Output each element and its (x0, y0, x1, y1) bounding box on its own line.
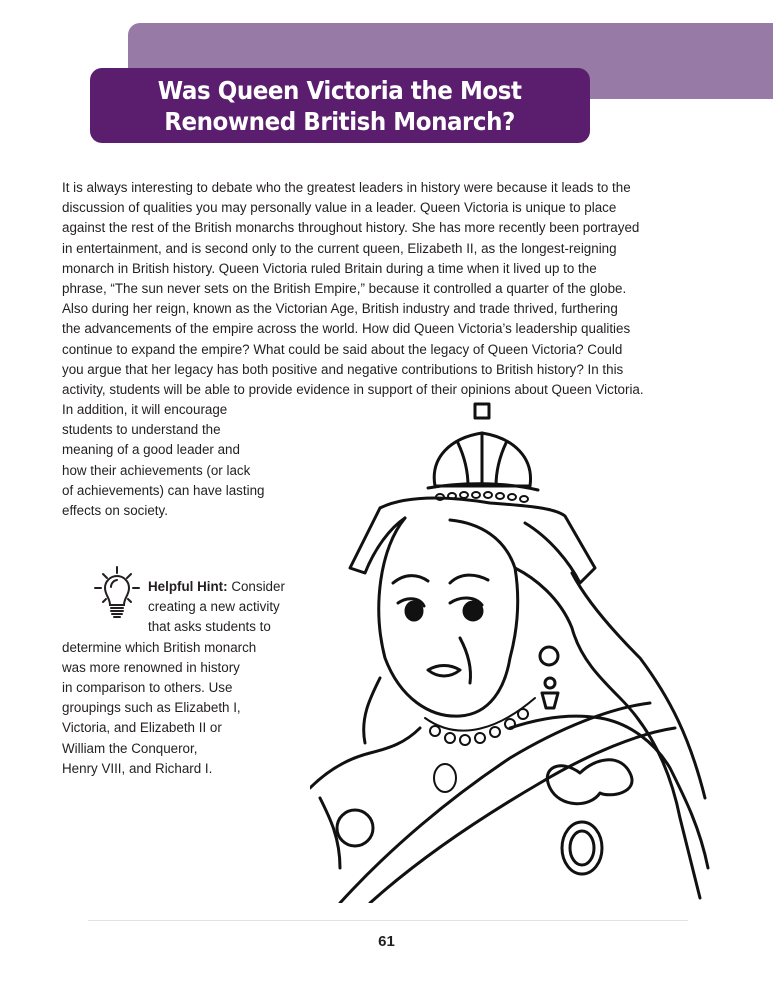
queen-victoria-portrait-icon (310, 398, 715, 903)
dress (310, 716, 708, 868)
hint-first-line (62, 577, 322, 597)
veil (350, 498, 595, 583)
hint-line: Henry VIII, and Richard I. (62, 760, 213, 776)
right-eye (464, 602, 482, 620)
hint-line: was more renowned in history (62, 659, 240, 675)
left-eye (406, 602, 422, 620)
hint-line: groupings such as Elizabeth I, (62, 700, 241, 716)
intro-line: In addition, it will encourage (62, 402, 228, 417)
intro-line: against the rest of the British monarchs throughout history. She has more recently been portrayed (62, 220, 640, 236)
intro-line: It is always interesting to debate who the greatest leaders in history were because it leads to the (62, 180, 631, 195)
intro-line: you argue that her legacy has both positive and negative contributions to British history? In this (62, 361, 624, 377)
face (379, 518, 518, 716)
footer-divider (88, 920, 688, 921)
intro-paragraph (62, 178, 712, 400)
intro-line: effects on society. (62, 503, 168, 519)
intro-line: monarch in British history. Queen Victoria ruled Britain during a time when it lived up to the (62, 260, 597, 276)
intro-line: continue to expand the empire? What could be said about the legacy of Queen Victoria? Could (62, 341, 623, 357)
helpful-hint (62, 577, 322, 779)
intro-line: students to understand the (62, 422, 221, 438)
bow (547, 760, 632, 804)
hint-line: creating a new activity (148, 599, 280, 615)
hint-label: Helpful Hint: (148, 579, 228, 594)
intro-line: meaning of a good leader and (62, 442, 240, 458)
hint-line: determine which British monarch (62, 639, 257, 655)
mouth (428, 666, 460, 677)
hint-line: William the Conqueror, (62, 740, 198, 756)
hint-line: that asks students to (148, 619, 271, 635)
page-number: 61 (378, 933, 395, 950)
page-title-line-1: Was Queen Victoria the Most (158, 75, 522, 105)
intro-line: how their achievements (or lack (62, 462, 251, 478)
page-title-line-2: Renowned British Monarch? (164, 106, 516, 136)
hint-line: Victoria, and Elizabeth II or (62, 720, 222, 736)
intro-line: discussion of qualities you may personally value in a leader. Queen Victoria is unique to place (62, 200, 617, 216)
hint-text: Consider (227, 579, 285, 594)
intro-line: Also during her reign, known as the Victorian Age, British industry and trade thrived, furthering (62, 301, 618, 317)
intro-line: of achievements) can have lasting (62, 482, 265, 498)
sash (340, 703, 675, 903)
intro-line: activity, students will be able to provide evidence in support of their opinions about Queen Victoria. (62, 382, 644, 398)
intro-line: in entertainment, and is second only to the current queen, Elizabeth II, as the longest-reigning (62, 240, 617, 256)
hint-line: in comparison to others. Use (62, 680, 233, 696)
title-banner (90, 68, 590, 143)
intro-line: phrase, “The sun never sets on the British Empire,” because it controlled a quarter of the globe. (62, 281, 627, 297)
crown-cross (475, 404, 489, 418)
intro-line: the advancements of the empire across the world. How did Queen Victoria’s leadership qualities (62, 321, 631, 337)
intro-continuation (62, 400, 312, 521)
